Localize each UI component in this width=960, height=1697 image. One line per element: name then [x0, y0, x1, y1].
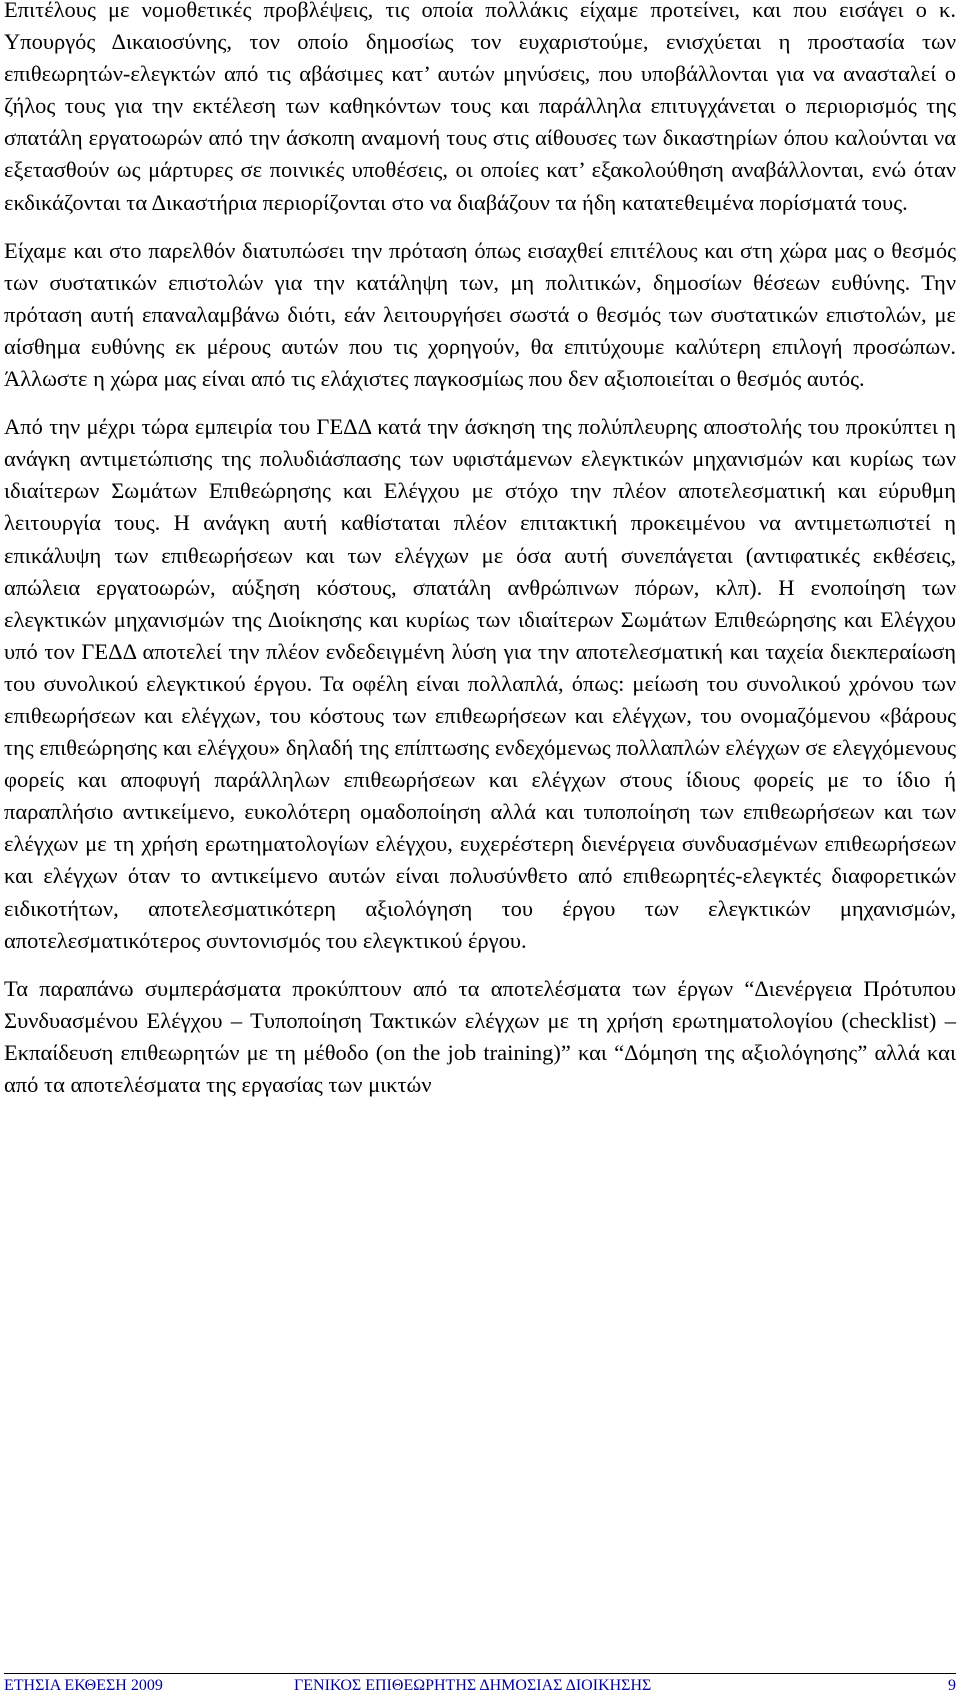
footer-report-title: ΕΤΗΣΙΑ ΕΚΘΕΣΗ 2009	[4, 1677, 163, 1694]
footer-page-number: 9	[948, 1677, 956, 1694]
paragraph-4: Τα παραπάνω συμπεράσματα προκύπτουν από τα αποτελέσματα των έργων “Διενέργεια Πρότυπου Συνδυασμένου Ελέγχου – Τυποποίηση Τακτικών ελέγχων με τη χρήση ερωτηματολογίου (checklist) – Εκπαίδευση επιθεωρητών με τη μέθοδο (on the job training)” και “Δόμηση της αξιολόγησης” αλλά και από τα αποτελέσματα της εργασίας των μικτών	[4, 975, 956, 1097]
footer-organization: ΓΕΝΙΚΟΣ ΕΠΙΘΕΩΡΗΤΗΣ ΔΗΜΟΣΙΑΣ ΔΙΟΙΚΗΣΗΣ	[294, 1677, 652, 1694]
body-text	[4, 0, 956, 1117]
paragraph-3: Από την μέχρι τώρα εμπειρία του ΓΕΔΔ κατά την άσκηση της πολύπλευρης αποστολής του προκύπτει η ανάγκη αντιμετώπισης της πολυδιάσπασης των υφιστάμενων ελεγκτικών μηχανισμών και κυρίως των ιδιαίτερων Σωμάτων Επιθεώρησης και Ελέγχου με στόχο την πλέον αποτελεσματική και εύρυθμη λειτουργία τους. Η ανάγκη αυτή καθίσταται πλέον επιτακτική προκειμένου να αντιμετωπιστεί η επικάλυψη των επιθεωρήσεων και των ελέγχων με όσα αυτή συνεπάγεται (αντιφατικές εκθέσεις, απώλεια εργατοωρών, αύξηση κόστους, σπατάλη ανθρώπινων πόρων, κλπ). Η ενοποίηση των ελεγκτικών μηχανισμών της Διοίκησης και κυρίως των ιδιαίτερων Σωμάτων Επιθεώρησης και Ελέγχου υπό τον ΓΕΔΔ αποτελεί την πλέον ενδεδειγμένη λύση για την αποτελεσματική και ταχεία διεκπεραίωση του συνολικού ελεγκτικού έργου. Τα οφέλη είναι πολλαπλά, όπως: μείωση του συνολικού χρόνου των επιθεωρήσεων και ελέγχων, του κόστους των επιθεωρήσεων και ελέγχων, του ονομαζόμενου «βάρους της επιθεώρησης και ελέγχου» δηλαδή της επίπτωσης ενδεχόμενως πολλαπλών ελέγχων σε ελεγχόμενους φορείς και αποφυγή παράλληλων επιθεωρήσεων και ελέγχων στους ίδιους φορείς με το ίδιο ή παραπλήσιο αντικείμενο, ευκολότερη ομαδοποίηση αλλά και τυποποίηση των επιθεωρήσεων και των ελέγχων με τη χρήση ερωτηματολογίων ελέγχου, ευχερέστερη διενέργεια συνδυασμένων επιθεωρήσεων και ελέγχων όταν το αντικείμενο αυτών είναι πολυσύνθετο από επιθεωρητές-ελεγκτές διαφορετικών ειδικοτήτων, αποτελεσματικότερη αξιολόγηση του έργου των ελεγκτικών μηχανισμών, αποτελεσματικότερος συντονισμός του ελεγκτικού έργου.	[4, 414, 956, 953]
paragraph-1: Επιτέλους με νομοθετικές προβλέψεις, τις οποία πολλάκις είχαμε προτείνει, και που εισάγει ο κ. Υπουργός Δικαιοσύνης, τον οποίο δημοσίως τον ευχαριστούμε, ενισχύεται η προστασία των επιθεωρητών-ελεγκτών από τις αβάσιμες κατ’ αυτών μηνύσεις, που υποβάλλονται για να ανασταλεί ο ζήλος τους για την εκτέλεση των καθηκόντων τους και παράλληλα επιτυγχάνεται ο περιορισμός της σπατάλη εργατοωρών από την άσκοπη αναμονή τους στις αίθουσες των δικαστηρίων όπου καλούνται να εξετασθούν ως μάρτυρες σε ποινικές υποθέσεις, οι οποίες κατ’ εξακολούθηση αναβάλλονται, ενώ όταν εκδικάζονται τα Δικαστήρια περιορίζονται στο να διαβάζουν τα ήδη κατατεθειμένα πορίσματά τους.	[4, 0, 956, 215]
paragraph-2: Είχαμε και στο παρελθόν διατυπώσει την πρόταση όπως εισαχθεί επιτέλους και στη χώρα μας ο θεσμός των συστατικών επιστολών για την κατάληψη των, μη πολιτικών, δημοσίων θέσεων ευθύνης. Την πρόταση αυτή επαναλαμβάνω διότι, εάν λειτουργήσει σωστά ο θεσμός των συστατικών επιστολών, με αίσθημα ευθύνης εκ μέρους αυτών που τις χορηγούν, θα επιτύχουμε καλύτερη επιλογή προσώπων. Άλλωστε η χώρα μας είναι από τις ελάχιστες παγκοσμίως που δεν αξιοποιείται ο θεσμός αυτός.	[4, 237, 956, 392]
page-footer	[4, 1673, 956, 1696]
